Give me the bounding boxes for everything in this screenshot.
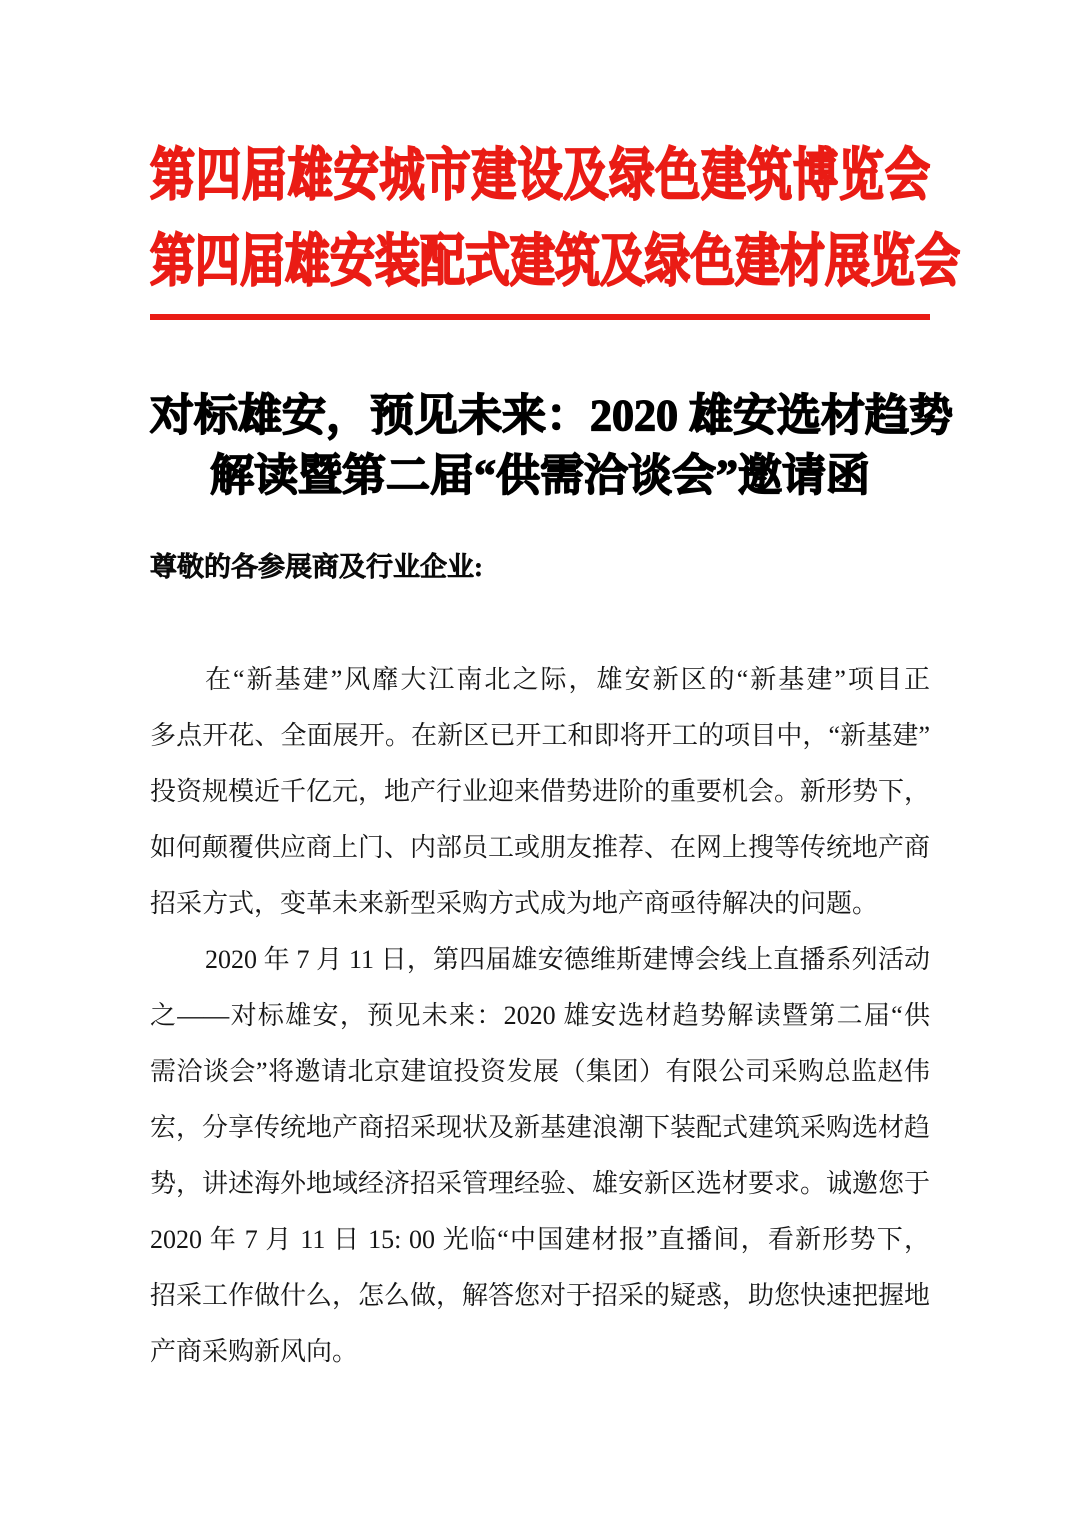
body-text-line: 之——对标雄安，预见未来：2020 雄安选材趋势解读暨第二届“供 xyxy=(150,1001,930,1030)
body-text-line: 投资规模近千亿元，地产行业迎来借势进阶的重要机会。新形势下， xyxy=(150,777,930,806)
body-text-line: 招采方式，变革未来新型采购方式成为地产商亟待解决的问题。 xyxy=(150,889,879,918)
expo-header-line-1: 第四届雄安城市建设及绿色建筑博览会 xyxy=(150,143,930,207)
body-text-line: 势，讲述海外地域经济招采管理经验、雄安新区选材要求。诚邀您于 xyxy=(150,1169,930,1198)
invitation-title-line-1: 对标雄安，预见未来：2020 雄安选材趋势 xyxy=(150,391,953,440)
body-text-line: 需洽谈会”将邀请北京建谊投资发展（集团）有限公司采购总监赵伟 xyxy=(150,1057,930,1086)
paragraph-2 xyxy=(150,932,930,1380)
salutation: 尊敬的各参展商及行业企业: xyxy=(150,552,483,582)
letter-body xyxy=(150,652,930,1380)
body-text-line: 多点开花、全面展开。在新区已开工和即将开工的项目中，“新基建” xyxy=(150,721,930,750)
body-text-line: 产商采购新风向。 xyxy=(150,1337,359,1366)
body-text-line: 宏，分享传统地产商招采现状及新基建浪潮下装配式建筑采购选材趋 xyxy=(150,1113,930,1142)
expo-header-line-2: 第四届雄安装配式建筑及绿色建材展览会 xyxy=(150,229,961,293)
body-text-line: 2020 年 7 月 11 日 15: 00 光临“中国建材报”直播间，看新形势下， xyxy=(150,1225,930,1254)
red-divider xyxy=(150,314,930,320)
body-text-line: 如何颠覆供应商上门、内部员工或朋友推荐、在网上搜等传统地产商 xyxy=(150,833,930,862)
invitation-title xyxy=(150,386,953,506)
body-text-line: 招采工作做什么，怎么做，解答您对于招采的疑惑，助您快速把握地 xyxy=(150,1281,930,1310)
expo-header xyxy=(150,132,961,304)
paragraph-1 xyxy=(150,652,930,932)
invitation-title-line-2: 解读暨第二届“供需洽谈会”邀请函 xyxy=(210,451,870,500)
body-text-line: 在“新基建”风靡大江南北之际，雄安新区的“新基建”项目正 xyxy=(205,665,930,694)
body-text-line: 2020 年 7 月 11 日，第四届雄安德维斯建博会线上直播系列活动 xyxy=(205,945,930,974)
